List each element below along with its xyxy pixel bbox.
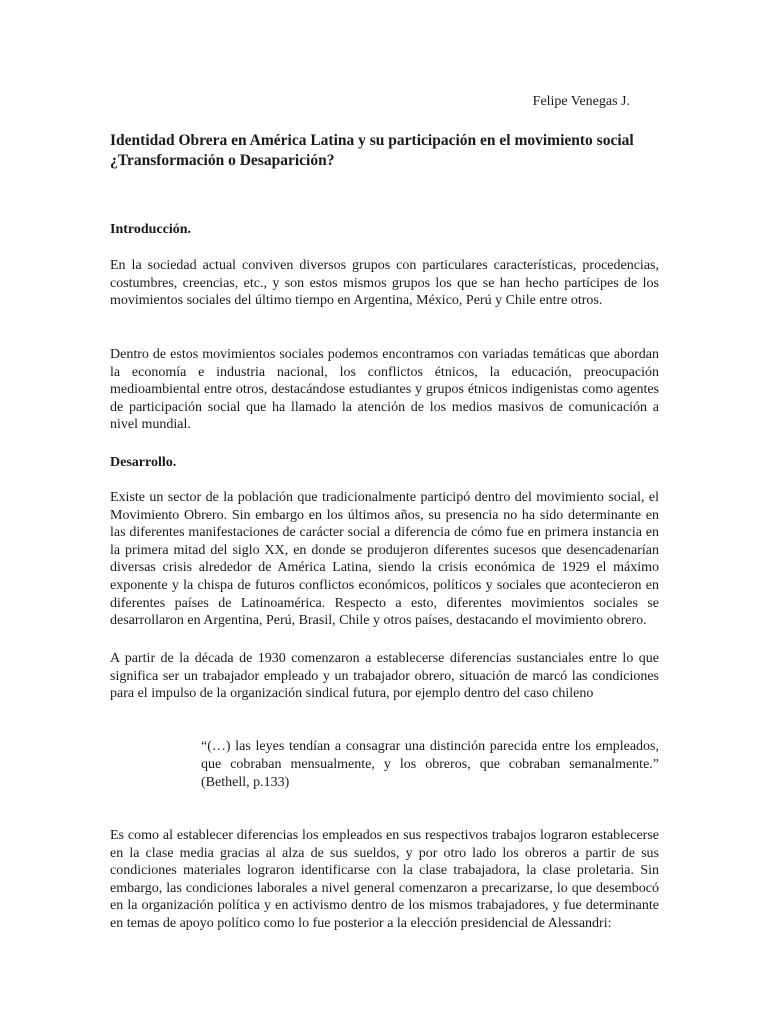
- document-title: Identidad Obrera en América Latina y su participación en el movimiento social ¿Transformación o Desaparición?: [110, 132, 634, 169]
- block-quote: “(…) las leyes tendían a consagrar una distinción parecida entre los empleados, que cobraban mensualmente, y los obreros, que cobraban semanalmente.” (Bethell, p.133): [201, 739, 659, 790]
- development-heading: Desarrollo.: [110, 455, 177, 470]
- introduction-heading: Introducción.: [110, 222, 192, 237]
- paragraph-development-3: Es como al establecer diferencias los empleados en sus respectivos trabajos lograron establecerse en la clase media gracias al alza de sus sueldos, y por otro lado los obreros a partir de sus condiciones materiales lograron identificarse con la clase trabajadora, la clase proletaria. Sin embargo, las condiciones laborales a nivel general comenzaron a precarizarse, lo que desembocó en la organización política y en activismo dentro de los mismos trabajadores, y fue determinante en temas de apoyo político como lo fue posterior a la elección presidencial de Alessandri:: [110, 828, 659, 931]
- paragraph-intro-2: Dentro de estos movimientos sociales podemos encontramos con variadas temáticas que abordan la economía e industria nacional, los conflictos étnicos, la educación, preocupación medioambiental entre otros, destacándose estudiantes y grupos étnicos indigenistas como agentes de participación social que ha llamado la atención de los medios masivos de comunicación a nivel mundial.: [110, 347, 659, 433]
- paragraph-intro-1: En la sociedad actual conviven diversos grupos con particulares características, procedencias, costumbres, creencias, etc., y son estos mismos grupos los que se han hecho partícipes de los movimientos sociales del último tiempo en Argentina, México, Perú y Chile entre otros.: [110, 258, 659, 309]
- paragraph-development-1: Existe un sector de la población que tradicionalmente participó dentro del movimiento social, el Movimiento Obrero. Sin embargo en los últimos años, su presencia no ha sido determinante en las diferentes manifestaciones de carácter social a diferencia de cómo fue en primera instancia en la primera mitad del siglo XX, en donde se produjeron diferentes sucesos que desencadenarían diversas crisis alrededor de América Latina, siendo la crisis económica de 1929 el máximo exponente y la chispa de futuros conflictos económicos, políticos y sociales que acontecieron en diferentes países de Latinoamérica. Respecto a esto, diferentes movimientos sociales se desarrollaron en Argentina, Perú, Brasil, Chile y otros países, destacando el movimiento obrero.: [110, 490, 659, 629]
- author-name: Felipe Venegas J.: [532, 94, 630, 109]
- paragraph-development-2: A partir de la década de 1930 comenzaron a establecerse diferencias sustanciales entre lo que significa ser un trabajador empleado y un trabajador obrero, situación de marcó las condiciones para el impulso de la organización sindical futura, por ejemplo dentro del caso chileno: [110, 651, 659, 702]
